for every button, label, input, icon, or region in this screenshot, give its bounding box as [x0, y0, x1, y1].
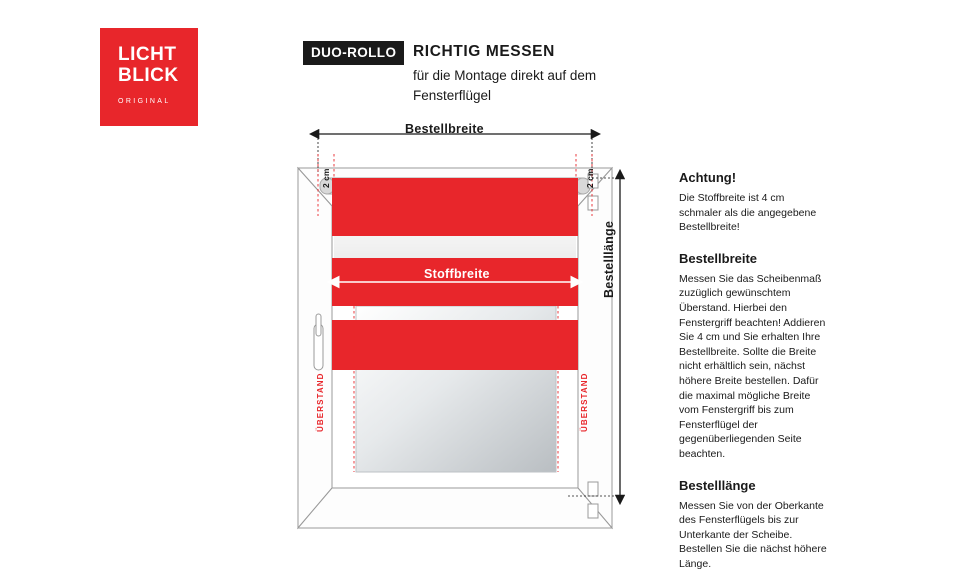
brand-logo — [100, 28, 198, 126]
instruction-block-achtung — [679, 170, 829, 235]
label-stoffbreite: Stoffbreite — [424, 267, 490, 281]
page-subtitle: für die Montage direkt auf dem Fensterflügel — [413, 68, 597, 103]
instruction-text: Messen Sie das Scheibenmaß zuzüglich gewünschtem Überstand. Hierbei den Fenstergriff beachten! Addieren Sie 4 cm und Sie erhalten Ihre Bestellbreite. Sollte die Breite nicht erhältlich sein, nächst höhere Breite bestellen. Dafür die maximal mögliche Breite vom Fenstergriff bis zum Fensterflügel der gegenüberliegenden Seite beachten. — [679, 272, 826, 460]
instruction-block-bestellbreite — [679, 251, 829, 462]
label-ueberstand-right: ÜBERSTAND — [580, 372, 589, 432]
page-title: RICHTIG MESSEN — [413, 43, 555, 60]
measurement-diagram — [280, 120, 670, 550]
instruction-heading: Achtung! — [679, 170, 737, 185]
label-2cm-right: 2 cm — [585, 168, 595, 188]
instructions-column — [679, 170, 829, 571]
logo-line-2: BLICK — [118, 65, 179, 86]
label-bestelllaenge: Bestelllänge — [602, 220, 616, 298]
instruction-text: Die Stoffbreite ist 4 cm schmaler als die angegebene Bestellbreite! — [679, 192, 817, 234]
label-bestellbreite: Bestellbreite — [405, 122, 484, 136]
diagram-svg — [280, 120, 670, 550]
instruction-block-bestelllaenge — [679, 478, 829, 572]
logo-line-1: LICHT — [118, 44, 177, 65]
label-ueberstand-left: ÜBERSTAND — [316, 372, 325, 432]
label-2cm-left: 2 cm — [321, 168, 331, 188]
instruction-text: Messen Sie von der Oberkante des Fensterflügels bis zur Unterkante der Scheibe. Bestellen Sie die nächst höhere Länge. — [679, 499, 827, 570]
logo-line-3: ORIGINAL — [118, 98, 171, 105]
product-type-tag: DUO-ROLLO — [303, 41, 404, 65]
instruction-heading: Bestellbreite — [679, 250, 758, 266]
instruction-heading: Bestelllänge — [679, 477, 756, 493]
